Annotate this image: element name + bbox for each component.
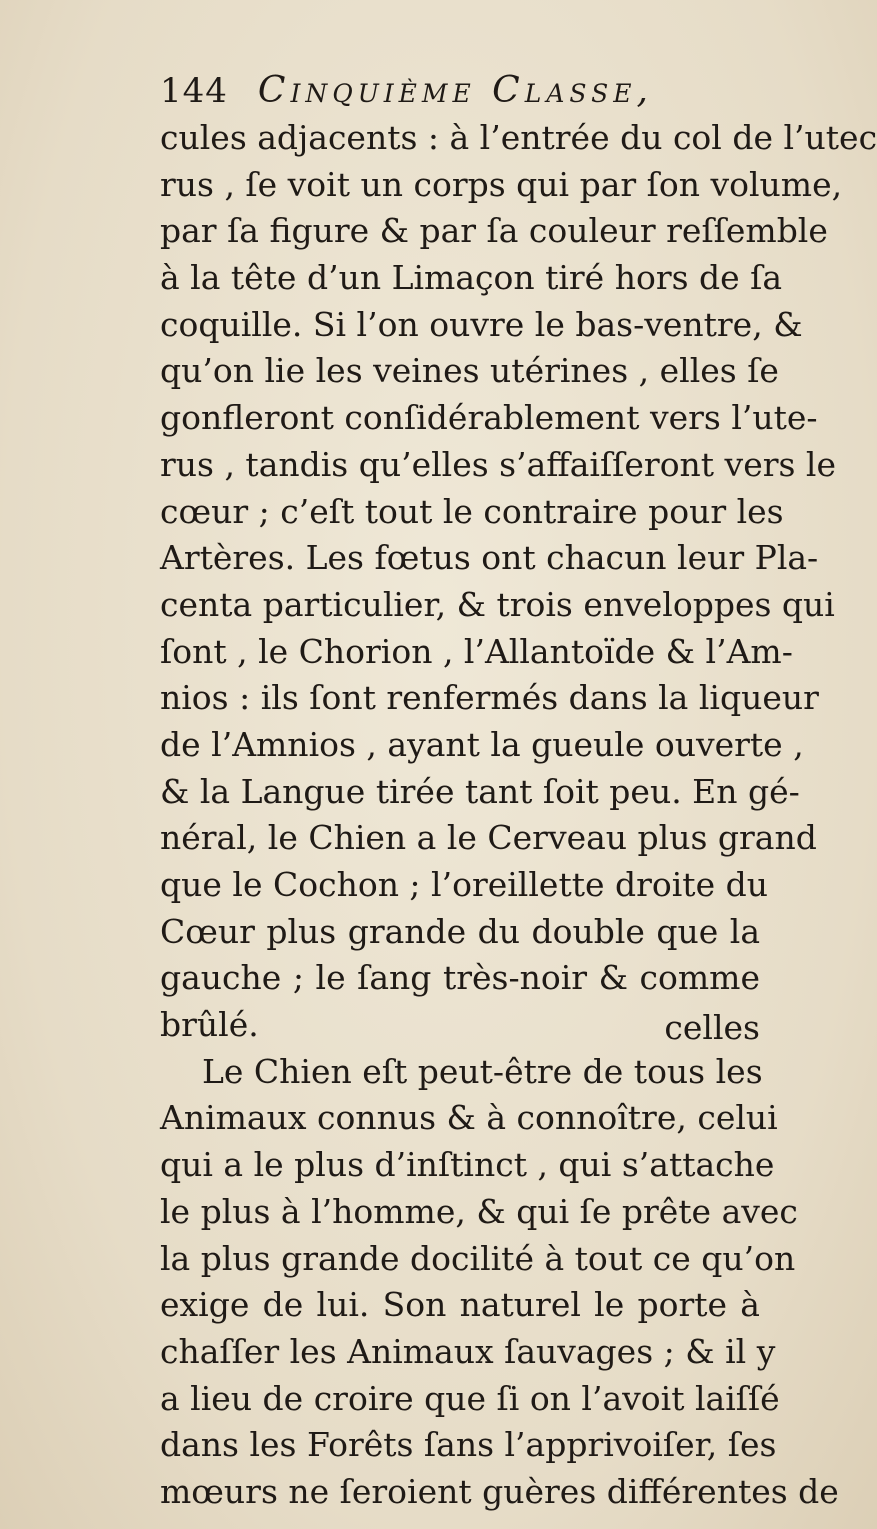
text-line: Animaux connus & à connoître, celui: [160, 1098, 778, 1138]
running-head: Cinquième Classe,: [257, 70, 653, 111]
text-line: nios : ils ſont renfermés dans la liqueur: [160, 678, 819, 718]
text-line: à la tête d’un Limaçon tiré hors de ſa: [160, 258, 783, 298]
text-line: Artères. Les fœtus ont chacun leur Pla-: [160, 538, 819, 578]
text-line: qui a le plus d’inſtinct , qui s’attache: [160, 1145, 775, 1185]
text-line: rus , tandis qu’elles s’affaiſſeront vers le: [160, 444, 837, 484]
text-line: & la Langue tirée tant ſoit peu. En gé-: [160, 771, 800, 811]
text-line: Le Chien eſt peut-être de tous les: [202, 1051, 763, 1091]
text-line: cules adjacents : à l’entrée du col de l’utec: [160, 118, 877, 157]
text-line: a lieu de croire que ſi on l’avoit laiſſé: [160, 1378, 780, 1418]
text-line: mœurs ne ſeroient guères différentes de: [160, 1471, 839, 1511]
body-text: [160, 115, 877, 1516]
text-line: que le Cochon ; l’oreillette droite du: [160, 865, 768, 904]
text-line: cœur ; c’eſt tout le contraire pour les: [160, 491, 784, 531]
text-line: rus , ſe voit un corps qui par ſon volume,: [160, 164, 843, 204]
text-line: qu’on lie les veines utérines , elles ſe: [160, 351, 779, 391]
text-line: coquille. Si l’on ouvre le bas-ventre, &: [160, 304, 803, 344]
text-line: chaſſer les Animaux ſauvages ; & il y: [160, 1331, 776, 1371]
text-line: néral, le Chien a le Cerveau plus grand: [160, 818, 817, 858]
text-line: gonfleront conſidérablement vers l’ute-: [160, 398, 818, 438]
text-line: de l’Amnios , ayant la gueule ouverte ,: [160, 724, 804, 764]
text-line: dans les Forêts ſans l’apprivoiſer, ſes: [160, 1425, 777, 1465]
catchword: celles: [664, 1008, 760, 1047]
text-line: Cœur plus grande du double que la: [160, 911, 760, 951]
text-line: exige de lui. Son naturel le porte à: [160, 1285, 760, 1325]
text-line: le plus à l’homme, & qui ſe prête avec: [160, 1191, 798, 1231]
text-line: la plus grande docilité à tout ce qu’on: [160, 1238, 796, 1278]
text-line: brûlé.: [160, 1005, 259, 1045]
text-line: gauche ; le ſang très-noir & comme: [160, 958, 760, 998]
text-line: centa particulier, & trois enveloppes qui: [160, 584, 835, 624]
text-line: par ſa figure & par ſa couleur reſſemble: [160, 211, 828, 251]
page-number: 144: [160, 71, 228, 111]
text-line: ſont , le Chorion , l’Allantoïde & l’Am-: [160, 631, 793, 671]
page-header: [160, 70, 760, 120]
